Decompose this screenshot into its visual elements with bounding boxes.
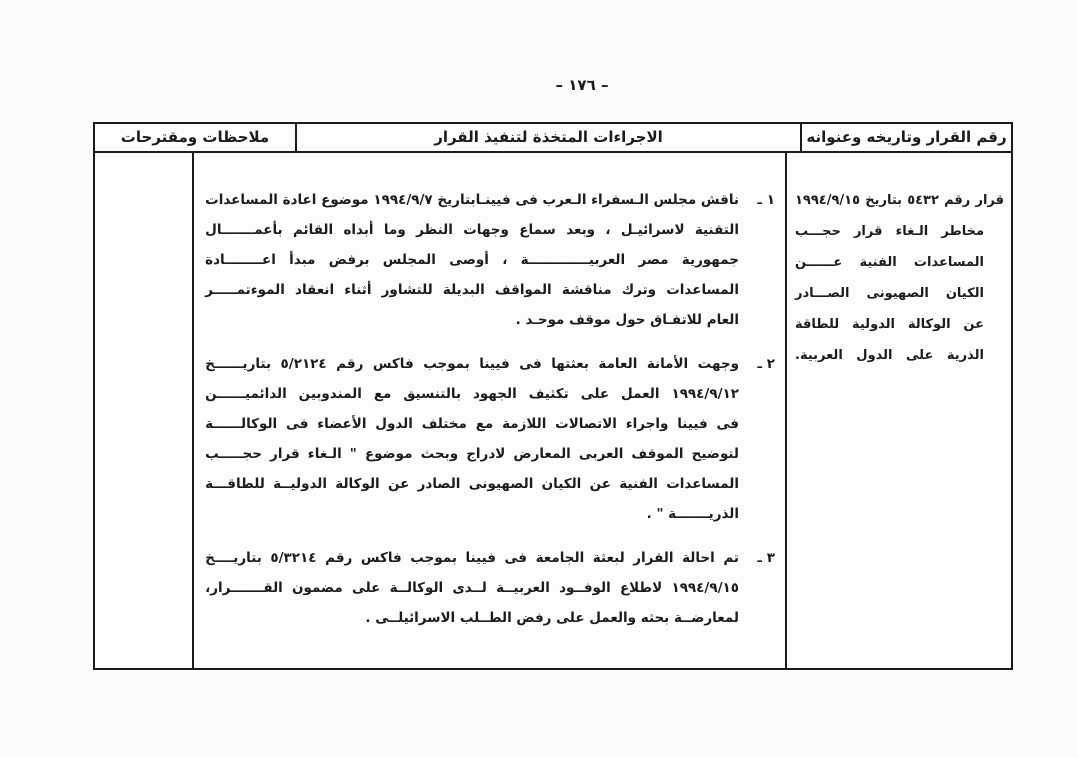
procedure-line: تم احالة القرار لبعثة الجامعة فى فيينا بموجب فاكس رقم ٥/٣٢١٤ بتاريــــخ: [205, 550, 739, 566]
header-procedures-column: الاجراءات المتخذة لتنفيذ القرار: [295, 124, 802, 151]
procedure-item: [205, 185, 776, 335]
decision-line: عن الوكالة الدولية للطاقة: [795, 317, 984, 332]
procedure-line: لتوضيح الموقف العربى المعارض لادراج وبحث موضوع " الـغاء قرار حجـــــب: [205, 446, 739, 462]
procedure-item: [205, 543, 776, 633]
decision-line: الذرية على الدول العربية.: [795, 348, 984, 363]
procedure-item-lines: [205, 543, 739, 633]
procedure-line: ١٩٩٤/٩/١٢ العمل على تكثيف الجهود بالتنسيق مع المندوبين الدائميــــــن: [205, 386, 739, 402]
page-number: – ١٧٦ –: [555, 76, 609, 94]
procedure-line: الذريـــــــة " .: [646, 506, 739, 522]
procedure-line: لمعارضــة بحثه والعمل على رفض الطــلب الاسرائيلــى .: [365, 610, 739, 626]
decision-line: قرار رقم ٥٤٣٢ بتاريخ ١٩٩٤/٩/١٥: [795, 193, 1004, 208]
procedure-line: المساعدات الفنية عن الكيان الصهيونى الصادر عن الوكالة الدوليــة للطاقـــة: [205, 476, 739, 492]
procedure-line: وجهت الأمانة العامة بعثتها فى فيينا بموجب فاكس رقم ٥/٢١٢٤ بتاريــــــخ: [205, 356, 739, 372]
item-number: ٢ ـ: [757, 356, 775, 372]
procedure-line: المساعدات وترك مناقشة المواقف البديلة للتشاور أثناء انعقاد الموءتمـــــر: [205, 282, 739, 298]
decision-cell: [787, 153, 1011, 668]
procedure-line: جمهورية مصر العربيـــــــــــــة ، أوصى المجلس برفض مبدأ اعــــــــادة: [205, 252, 739, 268]
table-header-row: [95, 124, 1011, 153]
decisions-table: [93, 122, 1013, 670]
procedure-line: التقنية لاسرائيـل ، وبعد سماع وجهات النظر وما أبداه القائم بأعمـــــــال: [205, 222, 739, 238]
procedure-line: العام للاتفـاق حول موقف موحـد .: [515, 312, 739, 328]
procedure-item-lines: [205, 185, 739, 335]
decision-line: الكيان الصهيونى الصـــادر: [795, 286, 984, 301]
header-notes-column: ملاحظات ومقترحات: [120, 128, 270, 146]
header-decision-column: رقم القرار وتاريخه وعنوانه: [806, 128, 1007, 146]
procedure-line: ١٩٩٤/٩/١٥ لاطلاع الوفــود العربيــة لــدى الوكالــة على مضمون القـــــــرار،: [205, 580, 739, 596]
item-number: ٣ ـ: [757, 550, 775, 566]
decision-line: المساعدات الفنية عــــــن: [795, 255, 984, 270]
procedure-line: ناقش مجلس الـسفراء الـعرب فى فيينـابتاريخ ١٩٩٤/٩/٧ موضوع اعادة المساعدات: [205, 192, 739, 208]
procedure-item-lines: [205, 349, 739, 529]
notes-cell: [95, 153, 192, 668]
procedure-line: فى فيينا واجراء الاتصالات اللازمة مع مختلف الدول الأعضاء فى الوكالــــــة: [205, 416, 739, 432]
item-number: ١ ـ: [757, 192, 775, 208]
table-body-row: [95, 153, 1011, 668]
procedure-item: [205, 349, 776, 529]
decision-line: مخاطر الـغاء قرار حجـــب: [795, 224, 984, 239]
procedures-cell: [192, 153, 787, 668]
